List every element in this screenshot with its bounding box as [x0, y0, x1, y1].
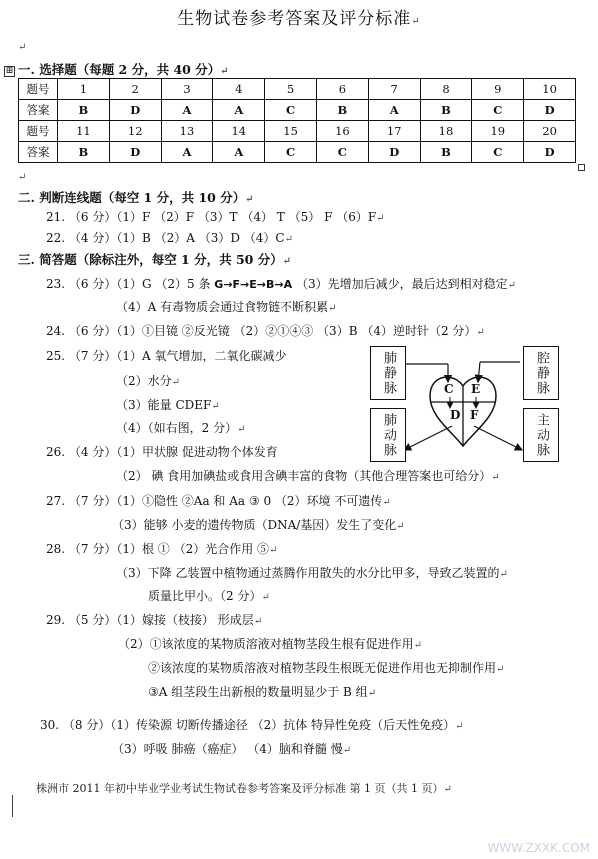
- table-cell: A: [213, 142, 265, 163]
- table-cell: 1: [58, 79, 110, 100]
- answer-21: 21. （6 分）（1）F （2）F （3）T （4） T （5） F （6）F↵: [46, 210, 385, 224]
- watermark: WWW.ZXXK.COM: [487, 841, 590, 855]
- table-cell: 11: [58, 121, 110, 142]
- answer-table: [18, 78, 576, 163]
- answer-30-line-2: （3）呼吸 肺癌（癌症） （4）脑和脊髓 慢↵: [112, 742, 352, 756]
- box-pulmonary-vein: 肺静脉: [370, 346, 406, 400]
- answer-29-line-4: ③A 组茎段生出新根的数量明显少于 B 组↵: [148, 685, 377, 699]
- box-vena-cava: 腔静脉: [523, 346, 559, 400]
- table-cell: 6: [316, 79, 368, 100]
- answer-29-line-2: （2）①该浓度的某物质溶液对植物茎段生根有促进作用↵: [118, 637, 423, 651]
- row-header: 题号: [19, 121, 58, 142]
- box-pulmonary-artery: 肺动脉: [370, 408, 406, 462]
- table-cell: C: [472, 142, 524, 163]
- table-cell: D: [109, 142, 161, 163]
- table-row: [19, 79, 576, 100]
- table-cell: 5: [265, 79, 317, 100]
- food-chain: G→F→E→B→A: [214, 278, 293, 291]
- box-aorta: 主动脉: [523, 408, 559, 462]
- table-cell: A: [368, 100, 420, 121]
- table-cell: 16: [316, 121, 368, 142]
- table-row: [19, 142, 576, 163]
- answer-25-line-4: （4）（如右图，2 分）↵: [116, 421, 246, 435]
- table-move-handle-icon[interactable]: ⊞: [5, 66, 14, 76]
- answer-24: 24. （6 分）（1）①目镜 ②反光镜 （2）②①④③ （3）B （4）逆时针（2 分）↵: [46, 324, 485, 338]
- answer-25-line-2: （2）水分↵: [116, 374, 181, 388]
- table-cell: 7: [368, 79, 420, 100]
- table-cell: B: [420, 142, 472, 163]
- paragraph-mark: ↵: [18, 172, 27, 183]
- table-cell: 12: [109, 121, 161, 142]
- table-cell: C: [265, 142, 317, 163]
- label-f: F: [470, 408, 479, 422]
- answer-25-line-3: （3）能量 CDEF↵: [116, 398, 220, 412]
- table-cell: B: [420, 100, 472, 121]
- answer-28-line-3: 质量比甲小。（2 分）↵: [148, 589, 270, 603]
- table-cell: B: [58, 142, 110, 163]
- answer-26-line-1: 26. （4 分）（1）甲状腺 促进动物个体发育: [46, 445, 278, 459]
- paragraph-mark: ↵: [411, 16, 421, 27]
- page-title: [0, 4, 598, 29]
- label-e: E: [471, 382, 481, 396]
- table-cell: 9: [472, 79, 524, 100]
- table-cell: 3: [161, 79, 213, 100]
- table-cell: D: [524, 142, 576, 163]
- section-3-heading: 三. 简答题（除标注外，每空 1 分，共 50 分）↵: [18, 252, 292, 267]
- answer-30-line-1: 30. （8 分）（1）传染源 切断传播途径 （2）抗体 特异性免疫（后天性免疫）↵: [40, 718, 464, 732]
- table-cell: B: [58, 100, 110, 121]
- answer-25-line-1: 25. （7 分）（1）A 氧气增加，二氧化碳减少: [46, 349, 287, 363]
- table-cell: 18: [420, 121, 472, 142]
- table-cell: C: [472, 100, 524, 121]
- answer-23-line-2: （4）A 有毒物质会通过食物链不断积累↵: [116, 300, 337, 314]
- label-c: C: [444, 382, 454, 396]
- table-cell: 10: [524, 79, 576, 100]
- text-cursor-bar: [12, 795, 13, 817]
- answer-27-line-2: （3）能够 小麦的遗传物质（DNA/基因）发生了变化↵: [112, 518, 405, 532]
- table-cell: 14: [213, 121, 265, 142]
- answer-27-line-1: 27. （7 分）（1）①隐性 ②Aa 和 Aa ③ 0 （2）环境 不可遗传↵: [46, 494, 391, 508]
- table-cell: D: [368, 142, 420, 163]
- table-cell: A: [161, 100, 213, 121]
- paragraph-mark: ↵: [18, 42, 27, 53]
- table-cell: C: [316, 142, 368, 163]
- heart-diagram: [368, 342, 558, 464]
- table-cell: C: [265, 100, 317, 121]
- label-d: D: [450, 408, 461, 422]
- table-cell: 19: [472, 121, 524, 142]
- title-text: 生物试卷参考答案及评分标准: [177, 9, 412, 29]
- table-cell: D: [109, 100, 161, 121]
- table-cell: D: [524, 100, 576, 121]
- answer-29-line-3: ②该浓度的某物质溶液对植物茎段生根既无促进作用也无抑制作用↵: [148, 661, 505, 675]
- table-row: [19, 121, 576, 142]
- row-header: 答案: [19, 100, 58, 121]
- table-cell: A: [213, 100, 265, 121]
- table-cell: A: [161, 142, 213, 163]
- table-cell: 2: [109, 79, 161, 100]
- answer-29-line-1: 29. （5 分）（1）嫁接（枝接） 形成层↵: [46, 613, 263, 627]
- section-2-heading: 二. 判断连线题（每空 1 分，共 10 分）↵: [18, 190, 254, 205]
- answer-22: 22. （4 分）（1）B （2）A （3）D （4）C↵: [46, 231, 294, 245]
- table-row: [19, 100, 576, 121]
- table-cell: B: [316, 100, 368, 121]
- section-1-heading: 一. 选择题（每题 2 分，共 40 分）↵: [18, 62, 229, 77]
- table-cell: 20: [524, 121, 576, 142]
- table-cell: 13: [161, 121, 213, 142]
- table-resize-handle[interactable]: [578, 164, 585, 171]
- answer-23-line-1: 23. （6 分）（1）G （2）5 条 G→F→E→B→A （3）先增加后减少，最后达到相对稳定↵: [46, 277, 516, 291]
- answer-28-line-1: 28. （7 分）（1）根 ① （2）光合作用 ⑤↵: [46, 542, 278, 556]
- row-header: 答案: [19, 142, 58, 163]
- row-header: 题号: [19, 79, 58, 100]
- table-cell: 4: [213, 79, 265, 100]
- table-cell: 15: [265, 121, 317, 142]
- answer-28-line-2: （3）下降 乙装置中植物通过蒸腾作用散失的水分比甲多，导致乙装置的↵: [116, 566, 508, 580]
- page-footer: 株洲市 2011 年初中毕业学业考试生物试卷参考答案及评分标准 第 1 页（共 1 页）↵: [36, 782, 452, 795]
- answer-26-line-2: （2） 碘 食用加碘盐或食用含碘丰富的食物（其他合理答案也可给分）↵: [116, 469, 500, 483]
- table-cell: 8: [420, 79, 472, 100]
- table-cell: 17: [368, 121, 420, 142]
